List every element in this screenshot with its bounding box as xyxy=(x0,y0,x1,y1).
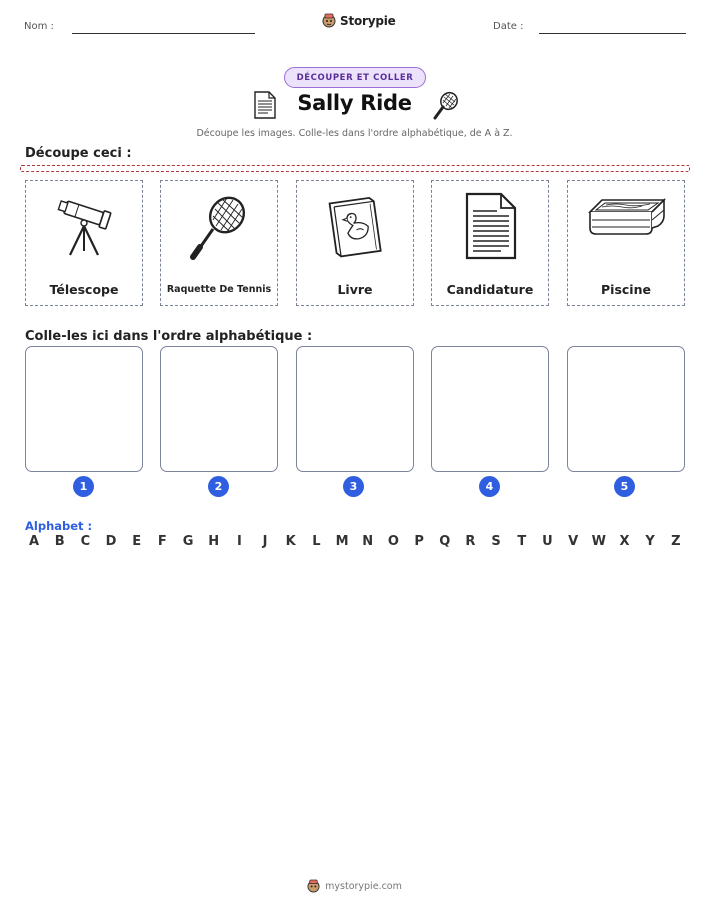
paste-box-5[interactable] xyxy=(567,346,685,472)
alphabet-letter: V xyxy=(568,534,579,549)
alphabet-letter: H xyxy=(208,534,220,549)
footer xyxy=(0,879,709,893)
alphabet-letter: W xyxy=(591,534,606,549)
page-title: Sally Ride xyxy=(297,91,412,115)
date-label: Date : xyxy=(493,21,524,32)
alphabet-letter: T xyxy=(517,534,527,549)
paste-section-title: Colle-les ici dans l'ordre alphabétique : xyxy=(25,329,313,344)
number-badge-3: 3 xyxy=(343,476,364,497)
alphabet-letter: K xyxy=(285,534,296,549)
card-label: Piscine xyxy=(601,282,651,297)
paste-box-4[interactable] xyxy=(431,346,549,472)
cut-card-pool[interactable] xyxy=(567,180,685,306)
footer-url[interactable]: mystorypie.com xyxy=(325,880,402,892)
date-line[interactable] xyxy=(539,33,686,34)
alphabet-letter: D xyxy=(105,534,117,549)
alphabet-letter: J xyxy=(262,534,268,549)
alphabet-letter: A xyxy=(28,534,40,549)
alphabet-letter: X xyxy=(619,534,630,549)
cut-card-telescope[interactable] xyxy=(25,180,143,306)
activity-badge: DÉCOUPER ET COLLER xyxy=(284,67,426,88)
alphabet-letter: L xyxy=(312,534,321,549)
application-document-icon xyxy=(461,191,521,261)
instructions: Découpe les images. Colle-les dans l'ordre alphabétique, de A à Z. xyxy=(196,128,513,139)
cut-card-book[interactable] xyxy=(296,180,414,306)
number-badge-5: 5 xyxy=(614,476,635,497)
paste-box-2[interactable] xyxy=(160,346,278,472)
cut-card-tennis-racket[interactable] xyxy=(160,180,278,306)
storypie-mascot-icon xyxy=(322,13,336,28)
alphabet-letter: F xyxy=(157,534,167,549)
cut-card-application[interactable] xyxy=(431,180,549,306)
brand-logo xyxy=(322,13,396,28)
alphabet-letter: C xyxy=(80,534,91,549)
alphabet-letter: I xyxy=(236,534,242,549)
name-label: Nom : xyxy=(24,21,54,32)
alphabet-letter: Q xyxy=(439,534,451,549)
alphabet-letter: B xyxy=(54,534,65,549)
alphabet-letter: S xyxy=(491,534,501,549)
card-label: Raquette De Tennis xyxy=(166,284,272,295)
alphabet-letter: O xyxy=(387,534,399,549)
alphabet-title: Alphabet : xyxy=(25,519,93,533)
card-label: Livre xyxy=(337,282,373,297)
paste-box-1[interactable] xyxy=(25,346,143,472)
paste-box-3[interactable] xyxy=(296,346,414,472)
alphabet-letter: Z xyxy=(671,534,681,549)
title-row xyxy=(0,90,709,122)
tennis-racket-icon xyxy=(431,91,459,121)
alphabet-letter: M xyxy=(335,534,349,549)
card-label: Candidature xyxy=(446,282,534,297)
alphabet-letter: Y xyxy=(645,534,655,549)
alphabet-letter: G xyxy=(182,534,194,549)
alphabet-letter: U xyxy=(542,534,553,549)
card-label: Télescope xyxy=(49,282,119,297)
cut-section-title: Découpe ceci : xyxy=(25,146,132,161)
alphabet-row xyxy=(25,534,685,549)
alphabet-letter: E xyxy=(132,534,142,549)
book-icon xyxy=(323,192,389,260)
number-badge-1: 1 xyxy=(73,476,94,497)
pool-icon xyxy=(582,190,672,250)
alphabet-letter: R xyxy=(465,534,476,549)
storypie-mascot-icon xyxy=(307,879,320,893)
tennis-racket-icon xyxy=(187,191,253,261)
number-badge-4: 4 xyxy=(479,476,500,497)
alphabet-letter: P xyxy=(414,534,424,549)
brand-name: Storypie xyxy=(340,13,396,28)
alphabet-letter: N xyxy=(362,534,374,549)
name-line[interactable] xyxy=(72,33,255,34)
telescope-icon xyxy=(52,193,118,259)
cut-line xyxy=(20,165,690,172)
number-badge-2: 2 xyxy=(208,476,229,497)
